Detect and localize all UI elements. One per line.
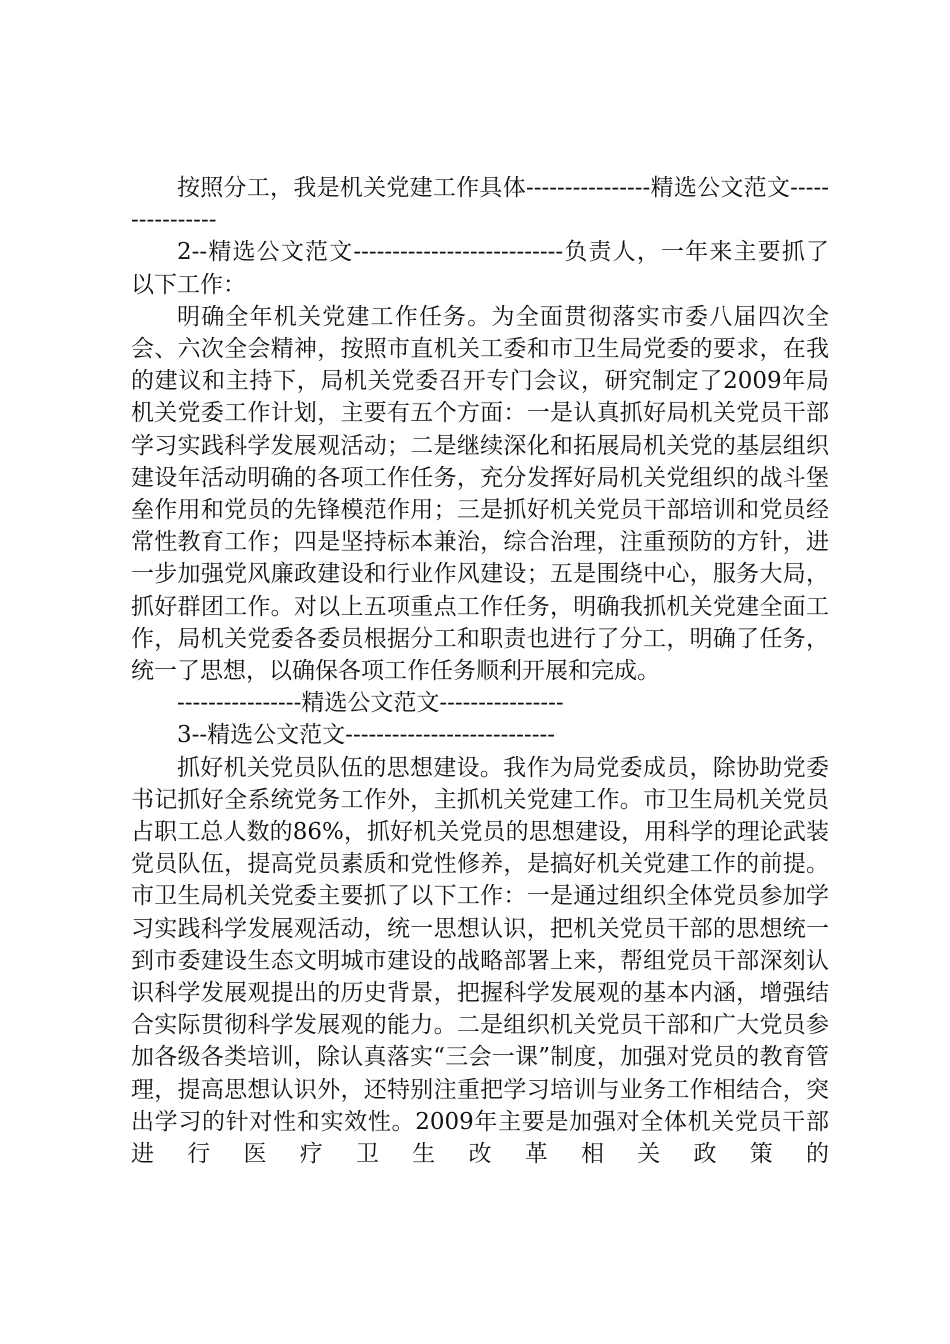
paragraph-3: 明确全年机关党建工作任务。为全面贯彻落实市委八届四次全会、六次全会精神，按照市直机关工委和市卫生局党委的要求，在我的建议和主持下，局机关党委召开专门会议，研究制定了2009年局机关党委工作计划，主要有五个方面：一是认真抓好局机关党员干部学习实践科学发展观活动；二是继续深化和拓展局机关党的基层组织建设年活动明确的各项工作任务，充分发挥好局机关党组织的战斗堡垒作用和党员的先锋模范作用；三是抓好机关党员干部培训和党员经常性教育工作；四是坚持标本兼治，综合治理，注重预防的方针，进一步加强党风廉政建设和行业作风建设；五是围绕中心，服务大局，抓好群团工作。对以上五项重点工作任务，明确我抓机关党建全面工作，局机关党委各委员根据分工和职责也进行了分工，明确了任务，统一了思想，以确保各项工作任务顺利开展和完成。 (131, 303, 829, 685)
paragraph-5: 抓好机关党员队伍的思想建设。我作为局党委成员，除协助党委书记抓好全系统党务工作外，主抓机关党建工作。市卫生局机关党员占职工总人数的86%，抓好机关党员的思想建设，用科学的理论武装党员队伍，提高党员素质和党性修养，是搞好机关党建工作的前提。市卫生局机关党委主要抓了以下工作：一是通过组织全体党员参加学习实践科学发展观活动，统一思想认识，把机关党员干部的思想统一到市委建设生态文明城市建设的战略部署上来，帮组党员干部深刻认识科学发展观提出的历史背景，把握科学发展观的基本内涵，增强结合实际贯彻科学发展观的能力。二是组织机关党员干部和广大党员参加各级各类培训，除认真落实“三会一课”制度，加强对党员的教育管理，提高思想认识外，还特别注重把学习培训与业务工作相结合，突出学习的针对性和实效性。2009年主要是加强对全体机关党员干部进行医疗卫生改革相关政策的 (131, 754, 829, 1168)
paragraph-1: 按照分工，我是机关党建工作具体----------------精选公文范文---------------- (131, 175, 829, 234)
separator-line: ----------------精选公文范文---------------- (177, 690, 564, 717)
paragraph-4: 3--精选公文范文--------------------------- (177, 722, 556, 749)
paragraph-2: 2--精选公文范文---------------------------负责人，一年来主要抓了以下工作： (131, 239, 829, 298)
document-body (131, 172, 829, 1170)
